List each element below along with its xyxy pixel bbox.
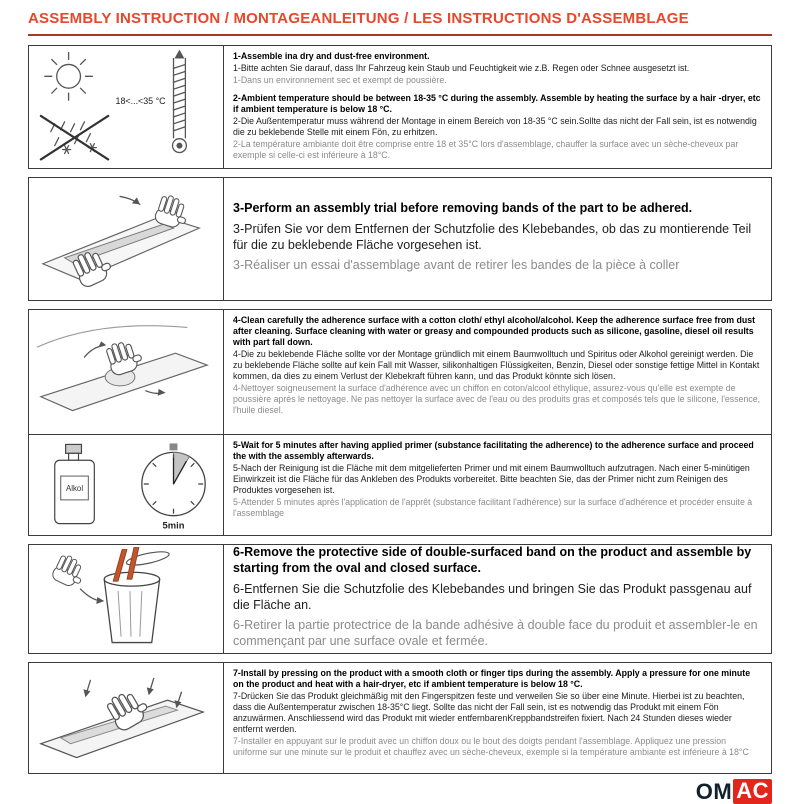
section-3-fr: 3-Réaliser un essai d'assemblage avant de retirer les bandes de la pièce à coller [233, 258, 680, 273]
section-5-en: 5-Wait for 5 minutes after having applied primer (substance facilitating the adherence) to the adherence surface and proceed the with the assembly afterwards. [233, 440, 754, 461]
thermometer-icon [173, 50, 187, 153]
row-remove-band [28, 544, 772, 654]
row-clean-surface [28, 309, 772, 435]
wait-time-label: 5min [162, 519, 185, 531]
primer-text-cell [223, 434, 772, 536]
discard-liner-illustration [29, 545, 223, 653]
no-rain-snow-icon [41, 116, 108, 160]
omac-logo [696, 779, 772, 804]
clean-text-cell [223, 309, 772, 435]
section-5-fr: 5-Attender 5 minutes après l'application de l'apprêt (substance facilitant l'adhérence) sur la surface d'adhérence et procéder ensuite à l'assemblage [233, 496, 753, 518]
section-7-en: 7-Install by pressing on the product with a smooth cloth or finger tips during the assembly. Apply a pressure for one minute on the product and heat with a hair-dryer, etc if ambient temperature is below 18 °C. [233, 668, 751, 689]
clean-illustration-cell [28, 309, 224, 435]
primer-wait-illustration [29, 436, 223, 534]
section-7-fr: 7-Installer en appuyant sur le produit avec un chiffon doux ou le bout des doigts pendant l'assemblage. Appliquez une pression uniforme sur une minute sur le produit et chauffez avec un sèche-cheveux, exemple si la température ambiante est inférieure à 18°C [233, 735, 749, 757]
trial-text-cell [223, 177, 772, 301]
press-illustration-cell [28, 662, 224, 774]
section-4-fr: 4-Nettoyer soigneusement la surface d'adhérence avec un chiffon en coton/alcool éthylique, assurez-vous qu'elle est exempte de poussière après le nettoyage. Ne pas nettoyer la surface avec de l'eau ou des produits gras et composés tels que le silicone, l'essence, l'huile diesel. [233, 382, 761, 415]
trial-illustration-cell [28, 177, 224, 301]
row-press-install [28, 662, 772, 774]
section-5-de: 5-Nach der Reinigung ist die Fläche mit dem mitgelieferten Primer und mit einem Baumwolltuch aufzutragen. Nach einer 5-minütigen Einwirkzeit ist die Fläche für das Ankleben des Produkts vorbereitet. Bitte beachten Sie, das der Primer nicht zum Reinigen des Produktes vorgesehen ist. [233, 462, 750, 495]
header-divider [28, 34, 772, 36]
section-2 [233, 93, 762, 162]
temp-range-label: 18<...<35 °C [115, 96, 166, 107]
omac-logo-ac: AC [733, 779, 772, 804]
section-6-de: 6-Entfernen Sie die Schutzfolie des Klebebandes und bringen Sie das Produkt passgenau auf die Fläche an. [233, 581, 752, 612]
section-4-de: 4-Die zu beklebende Fläche sollte vor der Montage gründlich mit einem Baumwolltuch und Spiritus oder Alkohol gereinigt werden. Die zu beklebende Fläche sollte auf kein Fall mit Wasser, silikonhaltigen Flüssigkeiten, Benzin, Diesel oder sonstige fettige Mittel in Kontakt kommen, da dies zu einem Verlust der Klebekraft führen kann, und das Produkt könnte sich lösen. [233, 348, 760, 381]
section-3-en: 3-Perform an assembly trial before removing bands of the part to be adhered. [233, 200, 693, 215]
environment-illustration-cell [28, 45, 224, 169]
primer-illustration-cell [28, 434, 224, 536]
band-illustration-cell [28, 544, 224, 654]
section-1-en: 1-Assemble ina dry and dust-free environment. [233, 51, 430, 61]
drop-arrow-icon [80, 589, 104, 604]
dropping-hand-icon [51, 553, 89, 590]
section-2-en: 2-Ambient temperature should be between 18-35 °C during the assembly. Assemble by heating the surface by a hair -dryer, etc if ambient temperature is below 18 °C. [233, 92, 761, 114]
alcohol-bottle-icon [55, 444, 95, 523]
row-environment [28, 45, 772, 169]
section-2-fr: 2-La température ambiante doit être comprise entre 18 et 35°C lors d'assemblage, chauffer la surface avec un sèche-cheveux par exemple si celle-ci est inférieure à 18°C. [233, 138, 739, 160]
section-7 [233, 668, 762, 759]
environment-conditions-illustration [29, 46, 223, 168]
page-title: ASSEMBLY INSTRUCTION / MONTAGEANLEITUNG / LES INSTRUCTIONS D'ASSEMBLAGE [28, 10, 689, 27]
wait-clock-icon [142, 443, 205, 530]
apply-strip-illustration [29, 178, 223, 300]
section-4 [233, 315, 762, 417]
section-6-en: 6-Remove the protective side of double-surfaced band on the product and assemble by starting from the oval and closed surface. [233, 544, 752, 575]
section-6-fr: 6-Retirer la partie protectrice de la bande adhésive à double face du produit et assembler-le en commençant par une surface ovale et fermée. [233, 618, 758, 649]
press-product-illustration [29, 666, 223, 770]
environment-text-cell [223, 45, 772, 169]
row-assembly-trial [28, 177, 772, 301]
section-4-en: 4-Clean carefully the adherence surface with a cotton cloth/ ethyl alcohol/alcohol. Keep the adherence surface free from dust after cleaning. Surface cleaning with water or greasy and compounded products such as silicone, gasoline, diesel oil results with part fall down. [233, 315, 756, 347]
section-2-de: 2-Die Außentemperatur muss während der Montage in einem Bereich von 18-35 °C sein.Sollte das nicht der Fall sein, ist es notwendig die zu beklebende Stelle mit einem Fön, zu erhitzen. [233, 115, 757, 137]
band-text-cell [223, 544, 772, 654]
trash-can-icon [104, 549, 170, 643]
row-primer-wait [28, 434, 772, 536]
section-1-de: 1-Bitte achten Sie darauf, dass Ihr Fahrzeug kein Staub und Feuchtigkeit wie z.B. Regen oder Schnee ausgesetzt ist. [233, 62, 690, 73]
clean-surface-illustration [29, 313, 223, 431]
car-body-line [37, 326, 187, 348]
sun-icon [45, 53, 93, 101]
omac-logo-om: OM [695, 778, 733, 804]
section-3-de: 3-Prüfen Sie vor dem Entfernen der Schutzfolie des Klebebandes, ob das zu montierende Teil für die zu beklebende Fläche vorgesehen ist. [233, 221, 752, 252]
section-1 [233, 51, 762, 87]
section-5 [233, 440, 762, 520]
section-7-de: 7-Drücken Sie das Produkt gleichmäßig mit den Fingerspitzen feste und verweilen Sie so über eine Minute. Hierbei ist zu beachten, dass die Außentemperatur zwischen 18-35°C liegt. Sollte das nicht der Fall sein, ist es notwendig das Produkt mit einem Fön anzuwärmen. Anschliessend wird das Produkt mit wieder entfernbarenKreppbandstreifen fixiert. Nach 24 Stunden dieses wieder entfernt werden. [233, 690, 745, 734]
section-1-fr: 1-Dans un environnement sec et exempt de poussière. [233, 74, 447, 85]
press-text-cell [223, 662, 772, 774]
alcohol-bottle-label: Alkol [65, 483, 84, 493]
motion-arrow-icon [120, 196, 140, 204]
